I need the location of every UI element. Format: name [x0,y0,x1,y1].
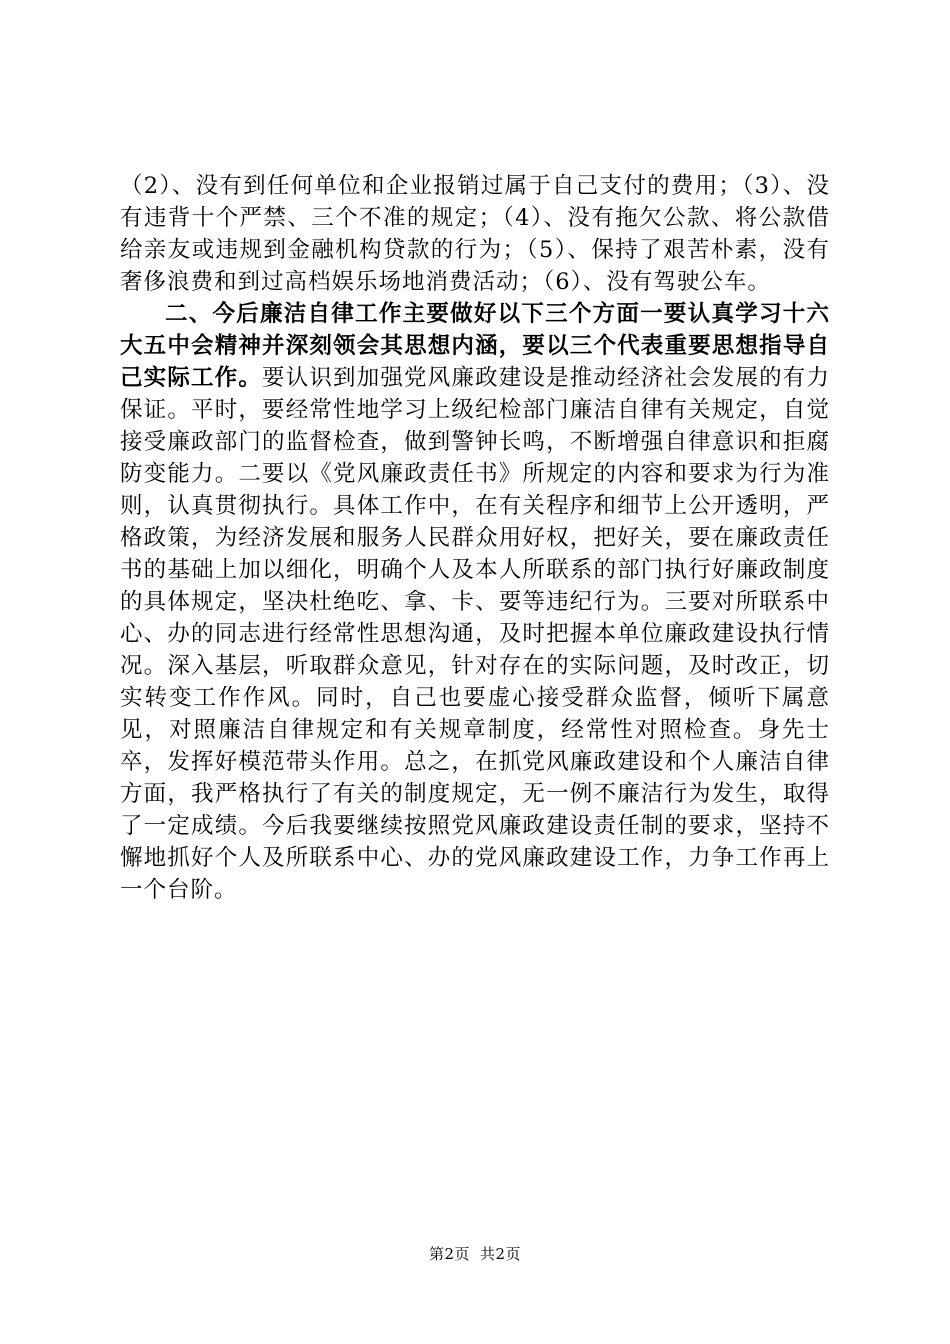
paragraph-commitments [120,170,830,298]
paragraph-commitments-text: （2）、没有到任何单位和企业报销过属于自己支付的费用；（3）、没有违背十个严禁、三个不准的规定；（4）、没有拖欠公款、将公款借给亲友或违规到金融机构贷款的行为；（5）、保持了艰苦朴素，没有奢侈浪费和到过高档娱乐场地消费活动；（6）、没有驾驶公车。 [120,173,830,295]
document-body [120,170,830,906]
paragraph-future-work [120,298,830,906]
section-heading-bold: 二、今后廉洁自律工作主要做好以下三个方面一要认真学习十六大五中会精神并深刻领会其思想内涵，要以三个代表重要思想指导自己实际工作。 [120,301,830,391]
page-number: 第2页 [428,1245,470,1263]
page-total: 共2页 [480,1245,522,1263]
paragraph-future-work-text: 要认识到加强党风廉政建设是推动经济社会发展的有力保证。平时，要经常性地学习上级纪检部门廉洁自律有关规定，自觉接受廉政部门的监督检查，做到警钟长鸣，不断增强自律意识和拒腐防变能力。二要以《党风廉政责任书》所规定的内容和要求为行为准则，认真贯彻执行。具体工作中，在有关程序和细节上公开透明，严格政策，为经济发展和服务人民群众用好权，把好关，要在廉政责任书的基础上加以细化，明确个人及本人所联系的部门执行好廉政制度的具体规定，坚决杜绝吃、拿、卡、要等违纪行为。三要对所联系中心、办的同志进行经常性思想沟通，及时把握本单位廉政建设执行情况。深入基层，听取群众意见，针对存在的实际问题，及时改正，切实转变工作作风。同时，自己也要虚心接受群众监督，倾听下属意见，对照廉洁自律规定和有关规章制度，经常性对照检查。身先士卒，发挥好模范带头作用。总之，在抓党风廉政建设和个人廉洁自律方面，我严格执行了有关的制度规定，无一例不廉洁行为发生，取得了一定成绩。今后我要继续按照党风廉政建设责任制的要求，坚持不懈地抓好个人及所联系中心、办的党风廉政建设工作，力争工作再上一个台阶。 [120,365,830,903]
page-footer [0,1244,950,1264]
